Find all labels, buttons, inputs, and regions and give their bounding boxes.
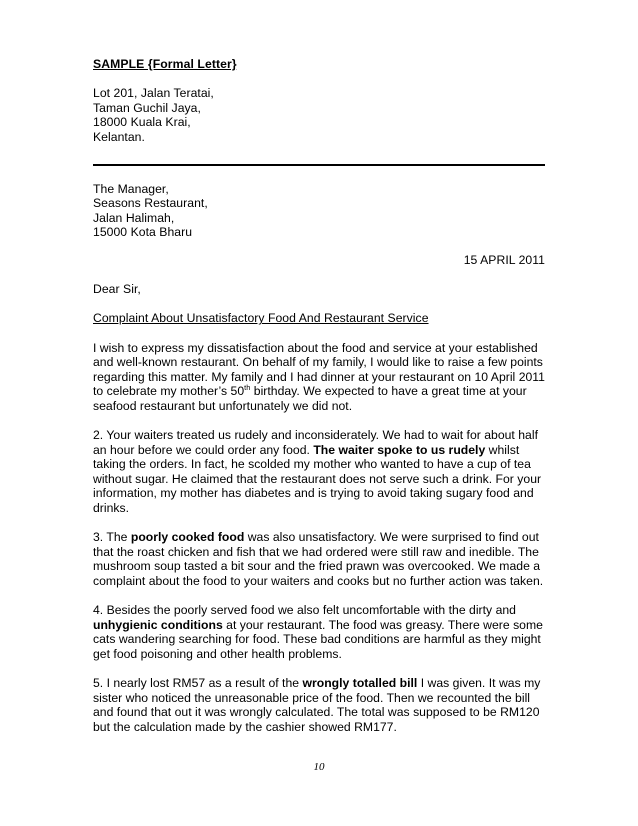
sender-address-line: 18000 Kuala Krai,: [93, 115, 191, 130]
paragraph-3: [93, 530, 545, 588]
spacer: [93, 166, 545, 182]
recipient-address-line: Jalan Halimah,: [93, 210, 175, 225]
recipient-address-line: The Manager,: [93, 181, 169, 196]
paragraph-2-text-after: whilst taking the orders. In fact, he scolded my mother who wanted to have a cup of tea without sugar. He claimed that the restaurant does not serve such a drink. For your information, my mother has diabetes and is trying to avoid taking sugary food and drinks.: [93, 442, 542, 516]
paragraph-5-text-after: I was given. It was my sister who noticed the unreasonable price of the food. Then we recounted the bill and found that out it was wrongly calculated. The total was supposed to be RM120 but the calculation made by the cashier showed RM177.: [93, 676, 541, 734]
paragraph-1-text-before: I wish to express my dissatisfaction about the food and service at your established and well-known restaurant. On behalf of my family, I would like to raise a few points regarding this matter. My family and I had dinner at your restaurant on 10 April 2011 to celebrate my mother’s 50: [93, 340, 545, 399]
recipient-address-block: [93, 182, 545, 240]
recipient-address-line: 15000 Kota Bharu: [93, 225, 193, 240]
sender-address-line: Kelantan.: [93, 129, 145, 144]
sender-address-line: Lot 201, Jalan Teratai,: [93, 86, 214, 101]
spacer: [93, 297, 545, 312]
paragraph-3-text-after: was also unsatisfactory. We were surprised to find out that the roast chicken and fish that we had ordered were still raw and inedible. The mushroom soup tasted a bit sour and the fried prawn was overcooked. We made a complaint about the food to your waiters and cooks but no further action was taken.: [93, 530, 544, 588]
spacer: [93, 268, 545, 283]
paragraph-5-emphasis: wrongly totalled bill: [302, 676, 418, 691]
letter-body: [93, 57, 545, 735]
paragraph-4-text-after: at your restaurant. The food was greasy. There were some cats wandering searching for food. These bad conditions are harmful as they might get food poisoning and other health problems.: [93, 617, 543, 661]
paragraph-4: [93, 603, 545, 661]
page-number: 10: [313, 761, 325, 773]
page-title: SAMPLE {Formal Letter}: [93, 57, 237, 71]
paragraph-1: [93, 341, 545, 414]
letter-date: 15 APRIL 2011: [463, 252, 545, 267]
spacer: [93, 145, 545, 164]
paragraph-3-text-before: 3. The: [93, 530, 131, 545]
paragraph-5: [93, 676, 545, 734]
ordinal-superscript: th: [244, 383, 251, 393]
spacer: [93, 326, 545, 341]
subject-line: Complaint About Unsatisfactory Food And Restaurant Service: [93, 311, 429, 326]
paragraph-2: [93, 428, 545, 516]
paragraph-4-emphasis: unhygienic conditions: [93, 617, 223, 632]
paragraph-4-text-before: 4. Besides the poorly served food we also felt uncomfortable with the dirty and: [93, 603, 516, 618]
salutation: Dear Sir,: [93, 282, 141, 297]
spacer: [93, 72, 545, 87]
paragraph-1-text-after: birthday. We expected to have a great time at your seafood restaurant but unfortunately we did not.: [93, 384, 527, 413]
paragraph-2-text-before: 2. Your waiters treated us rudely and inconsiderately. We had to wait for about half an hour before we could order any food.: [93, 428, 538, 457]
sender-address-block: [93, 86, 545, 144]
paragraph-3-emphasis: poorly cooked food: [130, 530, 245, 545]
recipient-address-line: Seasons Restaurant,: [93, 196, 208, 211]
paragraph-2-emphasis: The waiter spoke to us rudely: [313, 442, 486, 457]
sender-address-line: Taman Guchil Jaya,: [93, 100, 201, 115]
paragraph-5-text-before: 5. I nearly lost RM57 as a result of the: [93, 676, 303, 691]
spacer: [93, 240, 545, 253]
